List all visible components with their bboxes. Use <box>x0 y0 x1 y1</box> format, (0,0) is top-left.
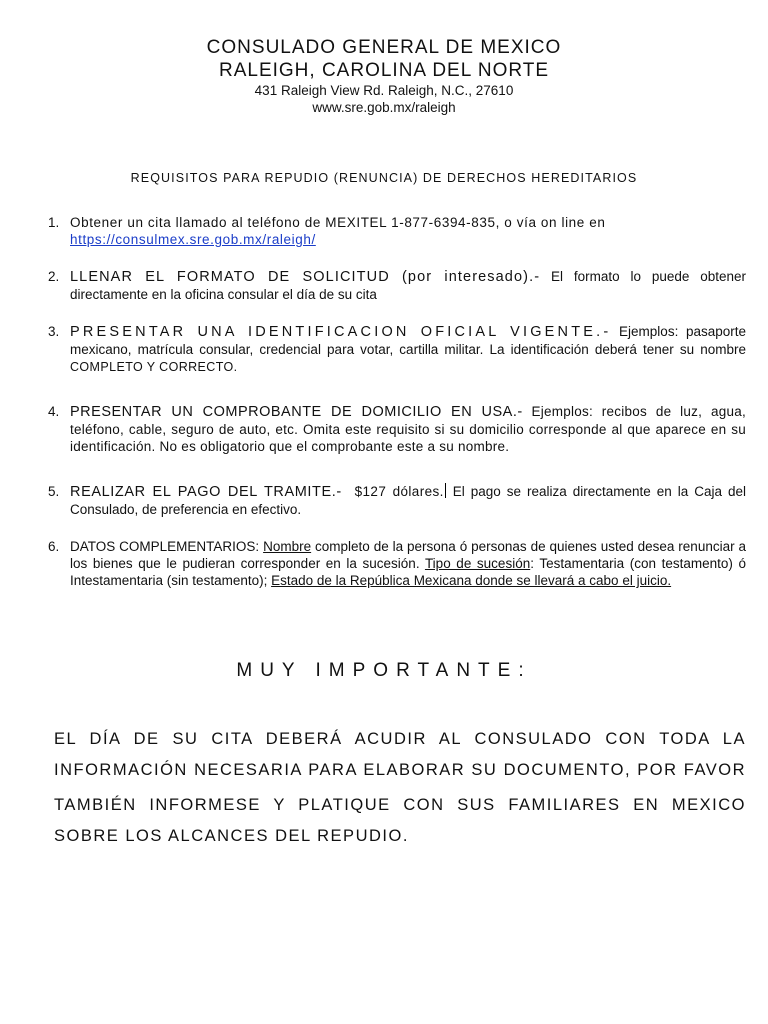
item-number: 2. <box>48 269 60 284</box>
notice-line-4: SOBRE LOS ALCANCES DEL REPUDIO. <box>54 827 409 845</box>
item-text: Ejemplos: pasaporte mexicano, matrícula consular, credencial para votar, cartilla militar. La identificación deberá tener su nombre <box>70 324 746 357</box>
consulate-name: CONSULADO GENERAL DE MEXICO <box>206 37 562 58</box>
consulate-address: 431 Raleigh View Rd. Raleigh, N.C., 27610 <box>254 83 514 98</box>
document-header <box>0 36 768 116</box>
item-number: 6. <box>48 539 60 554</box>
requirement-item-4 <box>48 403 746 455</box>
important-notice <box>54 724 746 852</box>
notice-line-1: EL DÍA DE SU CITA DEBERÁ ACUDIR AL CONSULADO CON TODA LA <box>54 730 746 748</box>
item-text-2: : Testamentaria (con testamento) ó Intestamentaria (sin testamento); <box>70 556 746 588</box>
item-text: El formato lo puede obtener directamente en la oficina consular el día de su cita <box>70 269 746 302</box>
item-heading: DATOS COMPLEMENTARIOS: <box>70 539 264 554</box>
item-heading: LLENAR EL FORMATO DE SOLICITUD (por interesado).- <box>70 269 541 285</box>
requirement-item-6 <box>48 538 746 589</box>
underline-estado: Estado de la República Mexicana donde se llevará a cabo el juicio. <box>271 573 672 588</box>
item-heading: PRESENTAR UNA IDENTIFICACION OFICIAL VIGENTE.- <box>70 324 612 340</box>
underline-nombre: Nombre <box>263 539 312 554</box>
item-number: 5. <box>48 484 60 499</box>
requirement-item-2 <box>48 268 746 303</box>
item-tail: COMPLETO Y CORRECTO. <box>70 360 238 374</box>
item-text: Obtener un cita llamado al teléfono de MEXITEL 1-877-6394-835, o vía on line en <box>70 215 606 230</box>
item-text: El pago se realiza directamente en la Caja del Consulado, de preferencia en efectivo. <box>70 484 746 517</box>
notice-line-2: INFORMACIÓN NECESARIA PARA ELABORAR SU DOCUMENTO, POR FAVOR <box>54 761 746 779</box>
item-number: 4. <box>48 404 60 419</box>
text-cursor <box>445 483 446 498</box>
consulate-website: www.sre.gob.mx/raleigh <box>312 100 456 115</box>
requirement-item-3 <box>48 323 746 376</box>
item-text: Ejemplos: recibos de luz, agua, teléfono, cable, seguro de auto, etc. Omita este requisito si su domicilio corresponde al que aparece en su identificación. No es obligatorio que el comprobante este a su nombre. <box>70 404 746 454</box>
item-number: 1. <box>48 215 60 230</box>
consulmex-link[interactable]: https://consulmex.sre.gob.mx/raleigh/ <box>70 232 316 247</box>
payment-amount: $127 dólares. <box>341 484 444 499</box>
requirement-item-1 <box>48 214 746 248</box>
requirement-item-5 <box>48 483 746 518</box>
underline-tipo-sucesion: Tipo de sucesión <box>424 556 531 571</box>
item-heading: REALIZAR EL PAGO DEL TRAMITE.- <box>70 484 342 500</box>
item-heading: PRESENTAR UN COMPROBANTE DE DOMICILIO EN USA.- <box>70 404 523 420</box>
item-text-1: completo de la persona ó personas de quienes usted desea renunciar a los bienes que le pudieran corresponder en la sucesión. <box>70 539 746 571</box>
requirements-title: REQUISITOS PARA REPUDIO (RENUNCIA) DE DERECHOS HEREDITARIOS <box>130 171 638 185</box>
consulate-city: RALEIGH, CAROLINA DEL NORTE <box>218 60 550 81</box>
item-number: 3. <box>48 324 60 339</box>
notice-line-3: TAMBIÉN INFORMESE Y PLATIQUE CON SUS FAMILIARES EN MEXICO <box>54 796 746 814</box>
important-title: MUY IMPORTANTE: <box>236 660 532 681</box>
